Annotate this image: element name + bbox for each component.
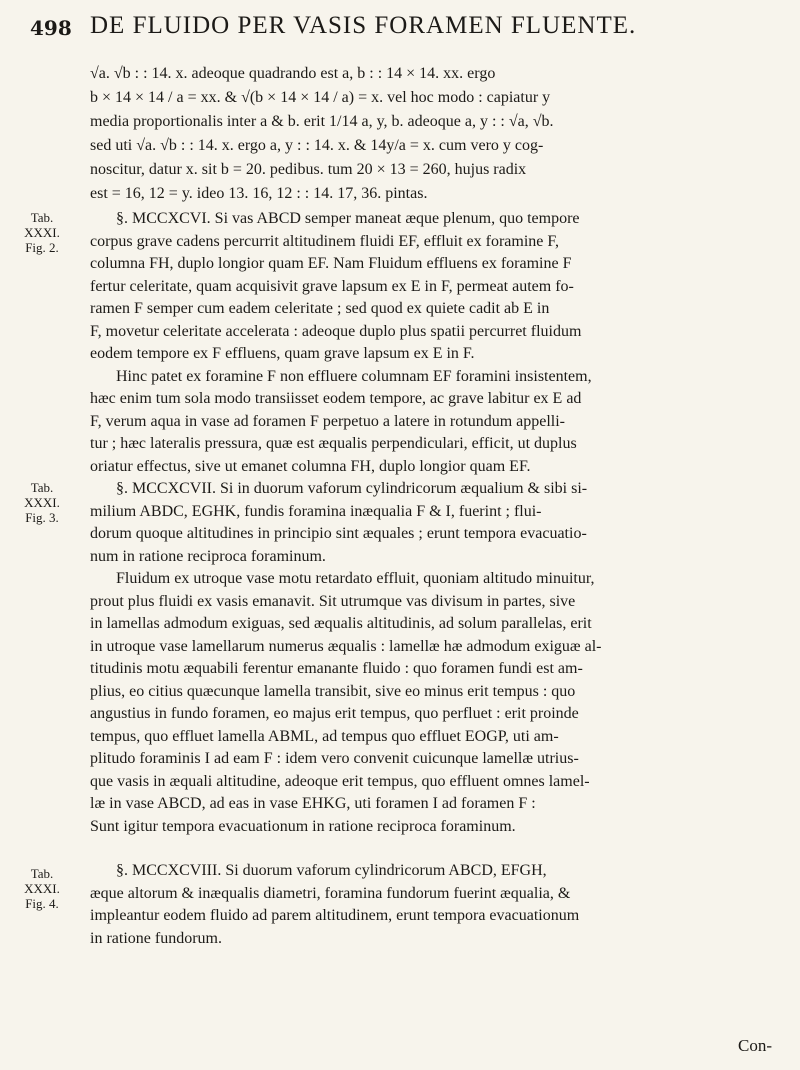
catchword: Con-	[738, 1036, 772, 1055]
margin-note-1	[18, 210, 66, 255]
text-block-d	[90, 860, 780, 950]
running-head: DE FLUIDO PER VASIS FORAMEN FLUENTE.	[90, 12, 637, 39]
page-number: 498	[30, 16, 72, 40]
margin-fig: Fig. 4.	[25, 896, 59, 911]
text-line: fertur celeritate, quam acquisivit grave lapsum ex E in F, permeat autem fo-	[90, 277, 574, 295]
margin-note-2	[18, 480, 66, 525]
text-line: F, verum aqua in vase ad foramen F perpetuo a latere in rotundum appelli-	[90, 412, 566, 430]
text-line: hæc enim tum sola modo transiisset eodem tempore, ac grave labitur ex E ad	[90, 390, 582, 407]
text-line: tempus, quo effluet lamella ABML, ad tempus quo effluet EOGP, uti am-	[90, 727, 559, 745]
text-line: eodem tempore ex F effluens, quam grave lapsum ex E in F.	[90, 345, 475, 362]
text-line: oriatur effectus, sive ut emanet columna FH, duplo longior quam EF.	[90, 457, 531, 475]
margin-tab: Tab.	[30, 866, 54, 881]
text-line: sed uti √a. √b : : 14. x. ergo a, y : : 14. x. & 14y/a = x. cum vero y cog-	[90, 137, 544, 154]
text-line: noscitur, datur x. sit b = 20. pedibus. tum 20 × 13 = 260, hujus radix	[90, 161, 527, 178]
text-line: Hinc patet ex foramine F non effluere columnam EF foramini insistentem,	[116, 367, 592, 385]
text-line: Sunt igitur tempora evacuationum in ratione reciproca foraminum.	[90, 817, 516, 835]
margin-num: XXXI.	[24, 495, 60, 510]
text-line: milium ABDC, EGHK, fundis foramina inæqualia F & I, fuerint ; flui-	[90, 502, 542, 520]
text-line: in lamellas admodum exiguas, sed æqualis altitudinis, ad solum parallelas, erit	[90, 615, 592, 632]
text-line: in utroque vase lamellarum numerus æqualis : lamellæ hæ admodum exiguæ al-	[90, 637, 602, 655]
margin-tab: Tab.	[30, 210, 54, 225]
text-block-a	[90, 62, 780, 206]
margin-num: XXXI.	[24, 225, 60, 240]
section-heading-1298: §. MCCXCVIII. Si duorum vaforum cylindricorum ABCD, EFGH,	[116, 862, 547, 879]
text-line: que vasis in æquali altitudine, adeoque erit tempus, quo effluent omnes lamel-	[90, 772, 590, 790]
text-line: F, movetur celeritate accelerata : adeoque duplo plus spatii percurret fluidum	[90, 322, 582, 340]
text-line: impleantur eodem fluido ad parem altitudinem, erunt tempora evacuationum	[90, 907, 580, 924]
text-line: in ratione fundorum.	[90, 929, 222, 947]
margin-tab: Tab.	[30, 480, 54, 495]
margin-fig: Fig. 2.	[25, 240, 59, 255]
text-line: ramen F semper cum eadem celeritate ; sed quod ex quiete cadit ab E in	[90, 300, 550, 317]
text-line: √a. √b : : 14. x. adeoque quadrando est a, b : : 14 × 14. xx. ergo	[90, 65, 496, 82]
text-line: columna FH, duplo longior quam EF. Nam Fluidum effluens ex foramine F	[90, 255, 572, 272]
text-line: prout plus fluidi ex vasis emanavit. Sit utrumque vas divisum in partes, sive	[90, 592, 576, 610]
text-line: angustius in fundo foramen, eo majus erit tempus, quo perfluet : erit proinde	[90, 705, 579, 722]
margin-fig: Fig. 3.	[25, 510, 59, 525]
margin-note-3	[18, 866, 66, 911]
text-block-b	[90, 208, 780, 478]
text-line: læ in vase ABCD, ad eas in vase EHKG, uti foramen I ad foramen F :	[90, 795, 536, 812]
text-line: num in ratione reciproca foraminum.	[90, 547, 326, 565]
text-line: b × 14 × 14 / a = xx. & √(b × 14 × 14 / a) = x. vel hoc modo : capiatur y	[90, 89, 551, 106]
text-block-c	[90, 478, 780, 838]
text-line: plitudo foraminis I ad eam F : idem vero convenit cuicunque lamellæ utrius-	[90, 750, 579, 767]
section-heading-1296: §. MCCXCVI. Si vas ABCD semper maneat æque plenum, quo tempore	[116, 210, 580, 227]
text-line: titudinis motu æquabili ferentur emanante fluido : quo foramen fundi est am-	[90, 660, 583, 677]
text-line: plius, eo citius quæcunque lamella transibit, sive eo minus erit tempus : quo	[90, 682, 576, 700]
text-line: æque altorum & inæqualis diametri, foramina fundorum fuerint æqualia, &	[90, 884, 571, 902]
text-line: tur ; hæc lateralis pressura, quæ est æqualis perpendiculari, efficit, ut duplus	[90, 435, 577, 452]
page-header	[30, 10, 780, 50]
section-heading-1297: §. MCCXCVII. Si in duorum vaforum cylindricorum æqualium & sibi si-	[116, 480, 588, 497]
text-line: Fluidum ex utroque vase motu retardato effluit, quoniam altitudo minuitur,	[116, 570, 595, 587]
text-line: media proportionalis inter a & b. erit 1/14 a, y, b. adeoque a, y : : √a, √b.	[90, 113, 554, 130]
text-line: dorum quoque altitudines in principio sint æquales ; erunt tempora evacuatio-	[90, 525, 587, 542]
margin-num: XXXI.	[24, 881, 60, 896]
text-line: est = 16, 12 = y. ideo 13. 16, 12 : : 14. 17, 36. pintas.	[90, 185, 428, 202]
text-line: corpus grave cadens percurrit altitudinem fluidi EF, effluit ex foramine F,	[90, 232, 559, 250]
